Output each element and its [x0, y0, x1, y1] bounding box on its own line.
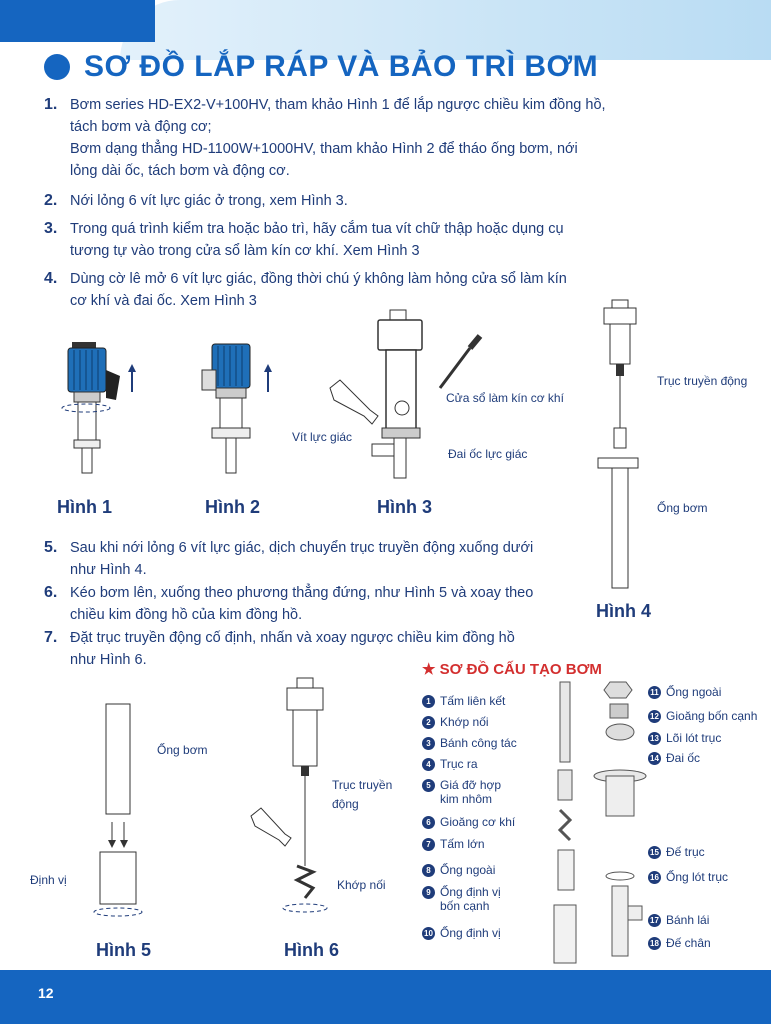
step-line: như Hình 6.	[70, 652, 147, 668]
legend-item	[422, 778, 501, 806]
legend-label: Ống định vị	[440, 885, 501, 899]
callout-locator: Định vị	[30, 873, 67, 887]
legend-item	[648, 913, 709, 927]
step-line: tách bơm và động cơ;	[70, 119, 212, 135]
figure-2-illustration	[192, 340, 282, 480]
legend-item	[422, 885, 501, 913]
number-badge: 7	[422, 838, 435, 851]
step-number: 7.	[44, 629, 58, 646]
legend-label: Ống ngoài	[666, 685, 722, 699]
step-line: Trong quá trình kiểm tra hoặc bảo trì, hãy cắm tua vít chữ thập hoặc dụng cụ	[70, 221, 564, 237]
step-2	[44, 190, 630, 212]
callout-drive-shaft: Trục truyền động	[657, 374, 748, 388]
legend-label: Ống lót trục	[666, 870, 729, 884]
figure-1-label: Hình 1	[57, 497, 113, 517]
legend-item	[422, 815, 515, 829]
figure-1-illustration	[40, 340, 150, 480]
step-line: Bơm series HD-EX2-V+100HV, tham khảo Hình 1 để lắp ngược chiều kim đồng hồ,	[70, 97, 606, 113]
number-badge: 2	[422, 716, 435, 729]
legend-item	[648, 936, 711, 950]
step-number: 3.	[44, 220, 58, 237]
step-number: 5.	[44, 539, 58, 556]
legend-item	[422, 715, 489, 729]
figure-6-illustration	[245, 676, 335, 926]
legend-item	[422, 837, 485, 851]
callout-pump-tube-5: Ống bơm	[157, 743, 208, 757]
number-badge: 15	[648, 846, 661, 859]
step-1	[44, 94, 630, 182]
legend-label: Giá đỡ hợp	[440, 778, 502, 792]
number-badge: 6	[422, 816, 435, 829]
figure-5-label: Hình 5	[96, 940, 152, 960]
step-line: Kéo bơm lên, xuống theo phương thẳng đứng, như Hình 5 và xoay theo	[70, 585, 534, 601]
callout-drive-shaft-6b: động	[332, 797, 359, 811]
figure-3-label: Hình 3	[377, 497, 433, 517]
number-badge: 10	[422, 927, 435, 940]
legend-item	[422, 863, 495, 877]
footer-band	[0, 970, 771, 1024]
step-3	[44, 218, 630, 262]
callout-drive-shaft-6a: Trục truyền	[332, 778, 393, 792]
legend-item	[648, 845, 705, 859]
exploded-assembly-left	[540, 680, 590, 970]
step-line: cơ khí và đai ốc. Xem Hình 3	[70, 293, 257, 309]
figure-4-illustration	[590, 298, 670, 598]
number-badge: 1	[422, 695, 435, 708]
step-line: Dùng cờ lê mở 6 vít lực giác, đồng thời chú ý không làm hỏng cửa sổ làm kín	[70, 271, 567, 287]
legend-label: Bánh lái	[666, 913, 710, 927]
callout-pump-tube-4: Ống bơm	[657, 501, 708, 515]
legend-label: Trục ra	[440, 757, 478, 771]
legend-item	[648, 731, 721, 745]
exploded-assembly-right	[590, 676, 650, 966]
legend-label: Gioăng cơ khí	[440, 815, 516, 829]
structure-title: ★ SƠ ĐỒ CẤU TẠO BƠM	[422, 661, 602, 678]
legend-label: Ống ngoài	[440, 863, 496, 877]
figure-5-illustration	[84, 702, 154, 922]
step-6	[44, 582, 550, 626]
number-badge: 18	[648, 937, 661, 950]
number-badge: 12	[648, 710, 661, 723]
bullet-dot-icon	[44, 54, 70, 80]
number-badge: 4	[422, 758, 435, 771]
legend-item	[648, 685, 721, 699]
number-badge: 16	[648, 871, 661, 884]
legend-item	[422, 757, 478, 771]
callout-seal-window: Cửa sổ làm kín cơ khí	[446, 391, 564, 405]
legend-item	[648, 709, 757, 723]
legend-item	[648, 870, 728, 884]
number-badge: 3	[422, 737, 435, 750]
step-line: Đặt trục truyền động cố định, nhấn và xoay ngược chiều kim đồng hồ	[70, 630, 515, 646]
step-number: 4.	[44, 270, 58, 287]
callout-hex-screw: Vít lực giác	[292, 430, 353, 444]
number-badge: 8	[422, 864, 435, 877]
number-badge: 14	[648, 752, 661, 765]
legend-label: Tấm lớn	[440, 837, 485, 851]
page-heading	[44, 50, 598, 84]
figure-4-label: Hình 4	[596, 601, 652, 621]
figure-2-label: Hình 2	[205, 497, 261, 517]
page-title: SƠ ĐỒ LẮP RÁP VÀ BẢO TRÌ BƠM	[84, 50, 599, 83]
legend-label: bốn cạnh	[440, 899, 490, 913]
legend-item	[422, 926, 501, 940]
callout-coupling: Khớp nối	[337, 878, 386, 892]
step-number: 1.	[44, 96, 58, 113]
number-badge: 11	[648, 686, 661, 699]
step-number: 6.	[44, 584, 58, 601]
number-badge: 5	[422, 779, 435, 792]
legend-item	[422, 736, 517, 750]
legend-label: Lõi lót trục	[666, 731, 722, 745]
step-line: Nới lỏng 6 vít lực giác ở trong, xem Hình 3.	[70, 193, 348, 209]
header-blue-block	[0, 0, 155, 42]
step-line: tương tự vào trong cửa sổ làm kín cơ khí. Xem Hình 3	[70, 243, 420, 259]
legend-label: Khớp nối	[440, 715, 489, 729]
legend-label: Bánh công tác	[440, 736, 517, 750]
page-number: 12	[38, 985, 54, 1001]
callout-hex-nut: Đai ốc lực giác	[448, 447, 528, 461]
legend-item	[648, 751, 700, 765]
number-badge: 9	[422, 886, 435, 899]
legend-label: Đai ốc	[666, 751, 701, 765]
step-4	[44, 268, 630, 312]
legend-item	[422, 694, 505, 708]
step-5	[44, 537, 550, 581]
legend-label: Đế chân	[666, 936, 711, 950]
number-badge: 13	[648, 732, 661, 745]
step-line: chiều kim đồng hồ của kim đồng hồ.	[70, 607, 303, 623]
legend-label: Gioăng bốn cạnh	[666, 709, 758, 723]
step-line: Bơm dạng thẳng HD-1100W+1000HV, tham khảo Hình 2 để tháo ống bơm, nới	[70, 141, 578, 157]
legend-label: Ống định vị	[440, 926, 501, 940]
step-line: lỏng dài ốc, tách bơm và động cơ.	[70, 163, 290, 179]
legend-label: kim nhôm	[440, 792, 493, 806]
legend-label: Tấm liên kết	[440, 694, 506, 708]
step-line: như Hình 4.	[70, 562, 147, 578]
legend-label: Đế trục	[666, 845, 705, 859]
figure-6-label: Hình 6	[284, 940, 340, 960]
step-number: 2.	[44, 192, 58, 209]
step-line: Sau khi nới lỏng 6 vít lực giác, dịch chuyển trục truyền động xuống dưới	[70, 540, 534, 556]
number-badge: 17	[648, 914, 661, 927]
